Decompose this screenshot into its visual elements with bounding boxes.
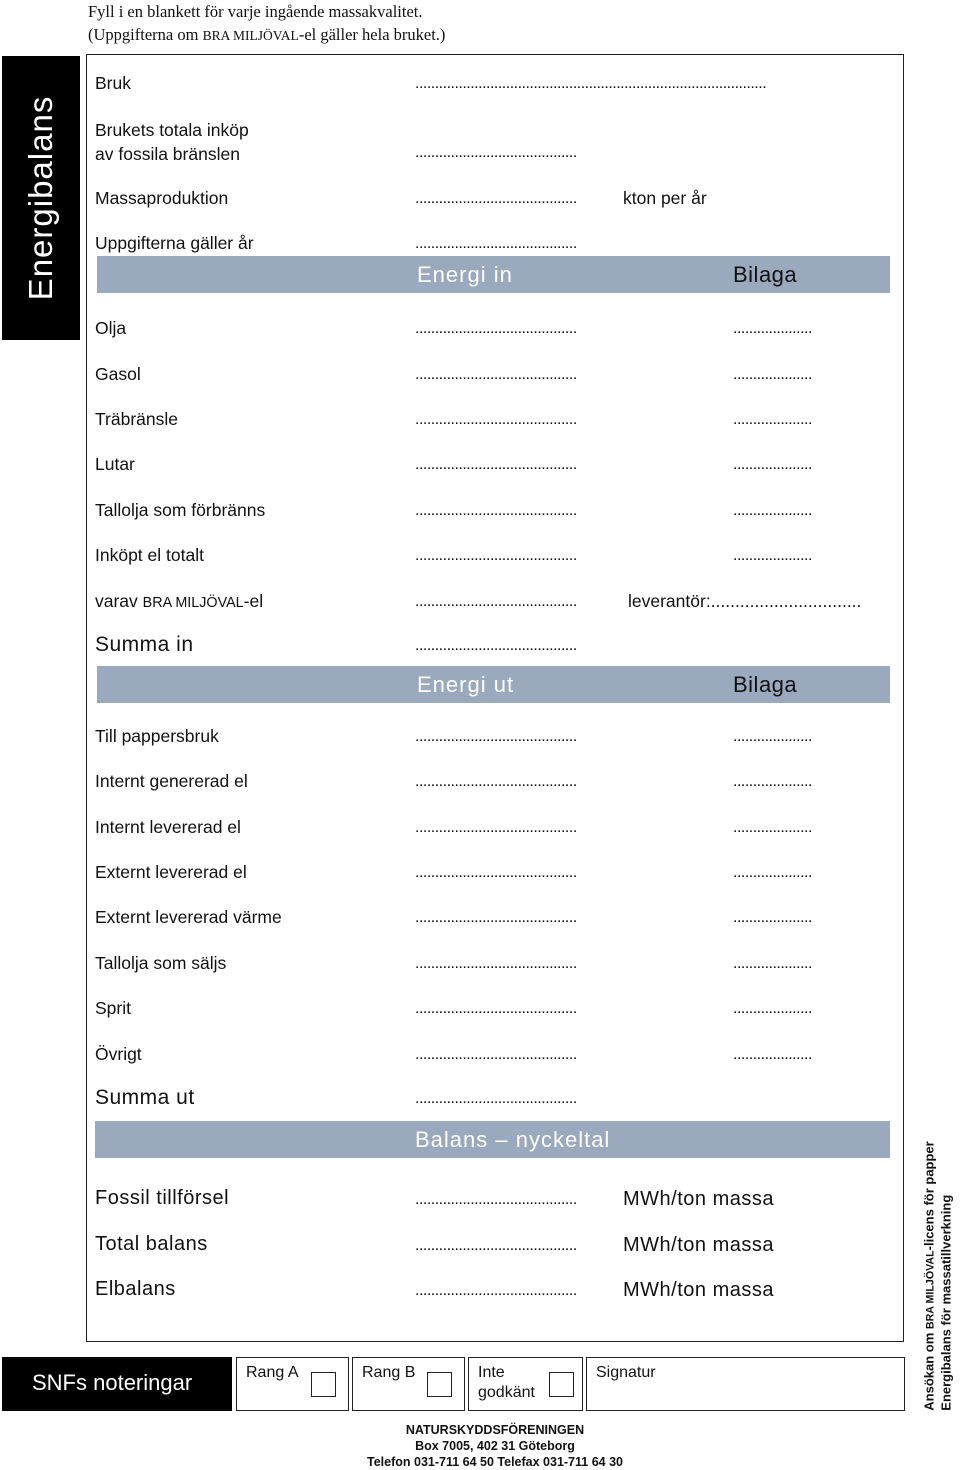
internt-genererad-el-bilaga-field[interactable]: ....................	[733, 773, 812, 790]
snf-notes-block	[2, 1357, 232, 1411]
trabransle-field[interactable]: .........................................	[415, 411, 577, 428]
olja-field[interactable]: .........................................	[415, 320, 577, 337]
ovrigt-field[interactable]: .........................................	[415, 1046, 577, 1063]
rang-a-checkbox[interactable]	[311, 1372, 336, 1397]
elbalans-label: Elbalans	[95, 1278, 176, 1300]
rang-a-label: Rang A	[246, 1364, 299, 1381]
inkopt-el-field[interactable]: .........................................	[415, 547, 577, 564]
total-balans-unit: MWh/ton massa	[623, 1234, 774, 1256]
gasol-bilaga-field[interactable]: ....................	[733, 366, 812, 383]
lutar-bilaga-field[interactable]: ....................	[733, 456, 812, 473]
total-balans-label: Total balans	[95, 1233, 208, 1255]
sprit-label: Sprit	[95, 998, 131, 1018]
summa-in-label: Summa in	[95, 633, 194, 656]
externt-levererad-el-bilaga-field[interactable]: ....................	[733, 864, 812, 881]
signatur-label: Signatur	[596, 1364, 656, 1381]
elbalans-field[interactable]: .........................................	[415, 1282, 577, 1299]
snf-notes-label: SNFs noteringar	[32, 1370, 193, 1395]
energi-ut-band	[97, 666, 890, 703]
till-pappersbruk-field[interactable]: .........................................	[415, 728, 577, 745]
olja-label: Olja	[95, 318, 127, 338]
side-note	[922, 1141, 955, 1410]
till-pappersbruk-bilaga-field[interactable]: ....................	[733, 728, 812, 745]
massaproduktion-field[interactable]: .........................................	[415, 190, 577, 207]
tallolja-saljs-label: Tallolja som säljs	[95, 953, 227, 973]
massaproduktion-label: Massaproduktion	[95, 188, 229, 208]
sprit-bilaga-field[interactable]: ....................	[733, 1000, 812, 1017]
elbalans-unit: MWh/ton massa	[623, 1279, 774, 1301]
externt-levererad-varme-bilaga-field[interactable]: ....................	[733, 909, 812, 926]
internt-genererad-el-field[interactable]: .........................................	[415, 773, 577, 790]
externt-levererad-varme-label: Externt levererad värme	[95, 907, 282, 927]
energi-in-title: Energi in	[417, 262, 513, 287]
rang-a-cell	[236, 1357, 349, 1411]
gasol-label: Gasol	[95, 364, 141, 384]
side-note-line-1: Ansökan om BRA MILJÖVAL-licens för papper	[921, 1141, 937, 1411]
internt-genererad-el-label: Internt genererad el	[95, 771, 248, 791]
tallolja-saljs-field[interactable]: .........................................	[415, 955, 577, 972]
fossil-tillforsel-label: Fossil tillförsel	[95, 1187, 230, 1209]
signatur-cell[interactable]	[586, 1357, 905, 1411]
lutar-field[interactable]: .........................................	[415, 456, 577, 473]
balans-title: Balans – nyckeltal	[415, 1127, 611, 1152]
olja-bilaga-field[interactable]: ....................	[733, 320, 812, 337]
ovrigt-label: Övrigt	[95, 1044, 142, 1064]
trabransle-bilaga-field[interactable]: ....................	[733, 411, 812, 428]
summa-ut-label: Summa ut	[95, 1086, 195, 1109]
ar-field[interactable]: .........................................	[415, 235, 577, 252]
fossila-field[interactable]: .........................................	[415, 144, 577, 161]
gasol-field[interactable]: .........................................	[415, 366, 577, 383]
externt-levererad-el-label: Externt levererad el	[95, 862, 247, 882]
summa-ut-field[interactable]: .........................................	[415, 1090, 577, 1107]
sidebar-title-block	[2, 56, 80, 340]
tallolja-forbranns-label: Tallolja som förbränns	[95, 500, 266, 520]
internt-levererad-el-bilaga-field[interactable]: ....................	[733, 819, 812, 836]
lutar-label: Lutar	[95, 454, 135, 474]
balans-band	[95, 1121, 890, 1158]
energi-ut-title: Energi ut	[417, 672, 515, 697]
varav-label: varav BRA MILJÖVAL-el	[95, 591, 264, 611]
sidebar-title: Energibalans	[22, 95, 59, 301]
energi-in-band	[97, 256, 890, 293]
externt-levererad-varme-field[interactable]: .........................................	[415, 909, 577, 926]
internt-levererad-el-field[interactable]: .........................................	[415, 819, 577, 836]
inte-godkant-checkbox[interactable]	[549, 1372, 574, 1397]
trabransle-label: Träbränsle	[95, 409, 178, 429]
ovrigt-bilaga-field[interactable]: ....................	[733, 1046, 812, 1063]
fossila-label: Brukets totala inköp av fossila bränslen	[95, 120, 249, 164]
rang-b-checkbox[interactable]	[427, 1372, 452, 1397]
massaproduktion-unit: kton per år	[623, 188, 707, 208]
till-pappersbruk-label: Till pappersbruk	[95, 726, 219, 746]
externt-levererad-el-field[interactable]: .........................................	[415, 864, 577, 881]
varav-field[interactable]: .........................................	[415, 593, 577, 610]
sprit-field[interactable]: .........................................	[415, 1000, 577, 1017]
intro-line-1: Fyll i en blankett för varje ingående massakvalitet.	[88, 2, 423, 21]
bruk-label: Bruk	[95, 73, 131, 93]
side-note-line-2: Energibalans för massatillverkning	[938, 1194, 954, 1411]
intro-text	[88, 0, 445, 47]
inte-godkant-label: Inte godkänt	[478, 1364, 535, 1401]
intro-line-2: (Uppgifterna om BRA MILJÖVAL-el gäller hela bruket.)	[88, 25, 446, 44]
rang-b-label: Rang B	[362, 1364, 416, 1381]
footer-phone: Telefon 031-711 64 50 Telefax 031-711 64 30	[367, 1455, 623, 1469]
fossil-tillforsel-unit: MWh/ton massa	[623, 1188, 774, 1210]
footer-org: NATURSKYDDSFÖRENINGEN	[405, 1423, 585, 1437]
inkopt-el-bilaga-field[interactable]: ....................	[733, 547, 812, 564]
inkopt-el-label: Inköpt el totalt	[95, 545, 204, 565]
tallolja-forbranns-field[interactable]: .........................................	[415, 502, 577, 519]
rang-b-cell	[352, 1357, 465, 1411]
energi-ut-bilaga: Bilaga	[733, 672, 798, 697]
summa-in-field[interactable]: .........................................	[415, 637, 577, 654]
energi-in-bilaga: Bilaga	[733, 262, 798, 287]
footer	[300, 1422, 690, 1470]
footer-address: Box 7005, 402 31 Göteborg	[415, 1439, 575, 1453]
tallolja-forbranns-bilaga-field[interactable]: ....................	[733, 502, 812, 519]
fossil-tillforsel-field[interactable]: .........................................	[415, 1191, 577, 1208]
internt-levererad-el-label: Internt levererad el	[95, 817, 241, 837]
inte-godkant-cell	[468, 1357, 583, 1411]
leverantor-field[interactable]: leverantör:...............................	[628, 591, 862, 611]
bruk-field[interactable]: .........................................................................................	[415, 75, 767, 92]
total-balans-field[interactable]: .........................................	[415, 1237, 577, 1254]
tallolja-saljs-bilaga-field[interactable]: ....................	[733, 955, 812, 972]
ar-label: Uppgifterna gäller år	[95, 233, 254, 253]
